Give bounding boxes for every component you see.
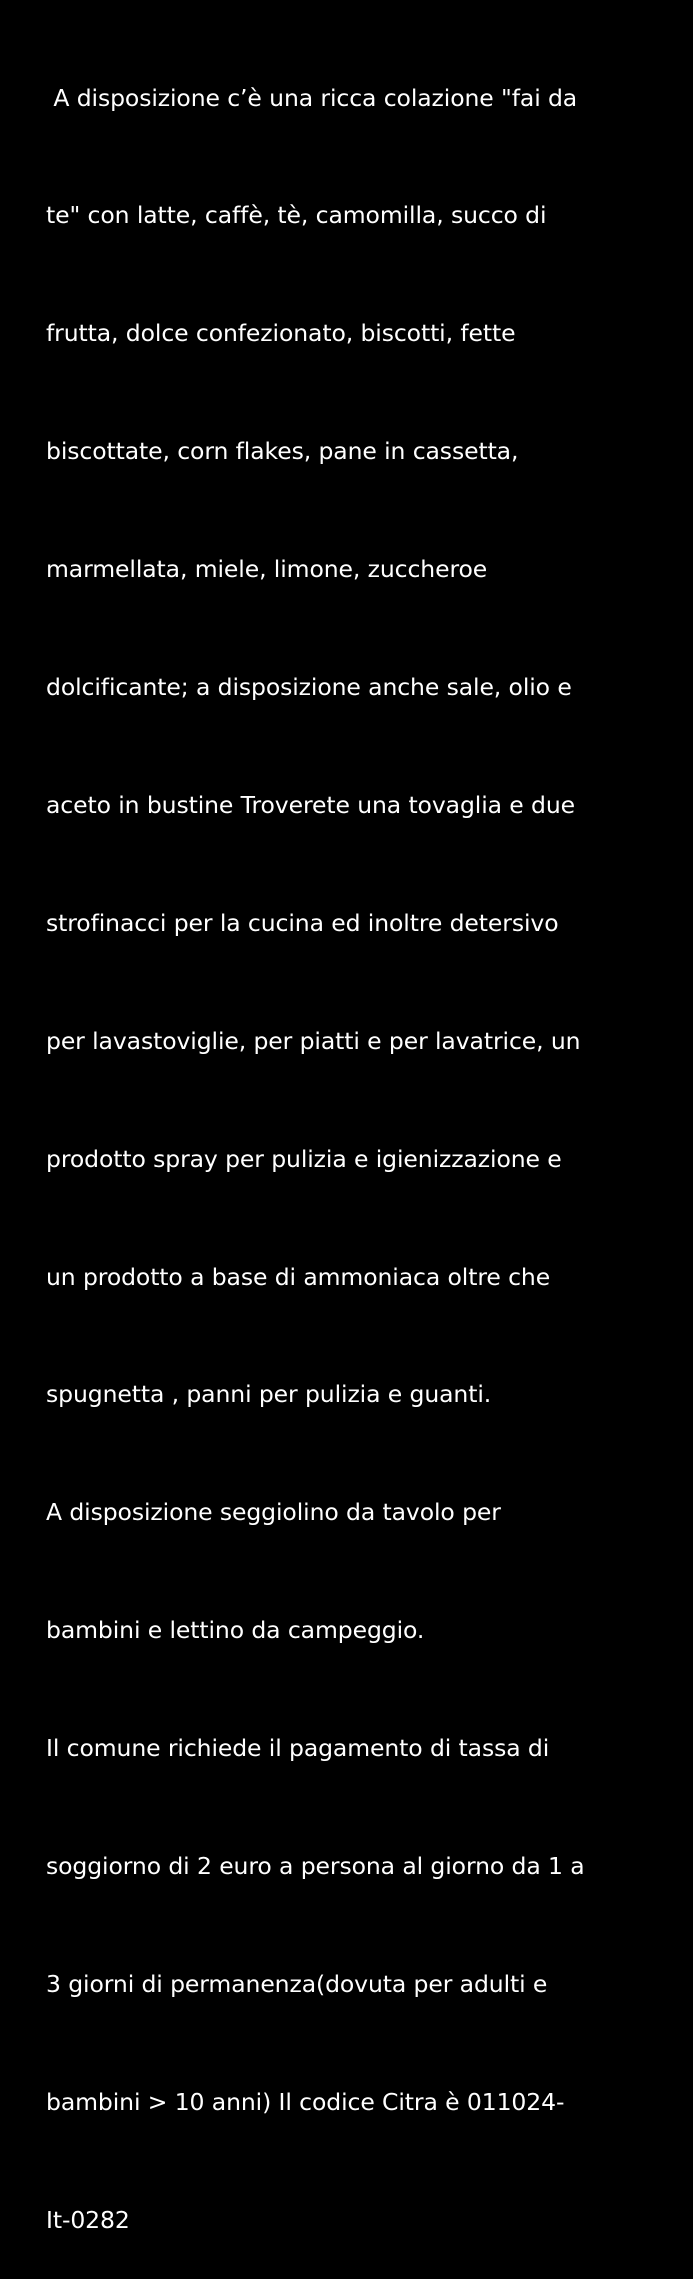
note-line: A disposizione seggiolino da tavolo per — [46, 1498, 501, 1527]
note-line: te" con latte, caffè, tè, camomilla, succo di — [46, 201, 547, 230]
note-line: It-0282 — [46, 2205, 130, 2234]
note-line: soggiorno di 2 euro a persona al giorno da 1 a — [46, 1851, 585, 1880]
note-line: biscottate, corn flakes, pane in cassetta, — [46, 437, 519, 466]
note-line: bambini e lettino da campeggio. — [46, 1616, 425, 1645]
note-line: prodotto spray per pulizia e igienizzazione e — [46, 1144, 562, 1173]
note-line: Il comune richiede il pagamento di tassa di — [46, 1734, 550, 1763]
note-line: dolcificante; a disposizione anche sale, olio e — [46, 673, 572, 702]
note-line: 3 giorni di permanenza(dovuta per adulti e — [46, 1969, 548, 1998]
note-line: aceto in bustine Troverete una tovaglia e due — [46, 790, 575, 819]
note-line: strofinacci per la cucina ed inoltre detersivo — [46, 908, 559, 937]
note-line: un prodotto a base di ammoniaca oltre che — [46, 1262, 551, 1291]
note-line: bambini > 10 anni) Il codice Citra è 011024- — [46, 2087, 565, 2116]
note-line: marmellata, miele, limone, zuccheroe — [46, 555, 488, 584]
note-line: per lavastoviglie, per piatti e per lavatrice, un — [46, 1026, 581, 1055]
note-text-block — [46, 0, 686, 2279]
note-line: frutta, dolce confezionato, biscotti, fette — [46, 319, 516, 348]
note-line: spugnetta , panni per pulizia e guanti. — [46, 1380, 492, 1409]
note-line: A disposizione c’è una ricca colazione "fai da — [46, 83, 578, 112]
